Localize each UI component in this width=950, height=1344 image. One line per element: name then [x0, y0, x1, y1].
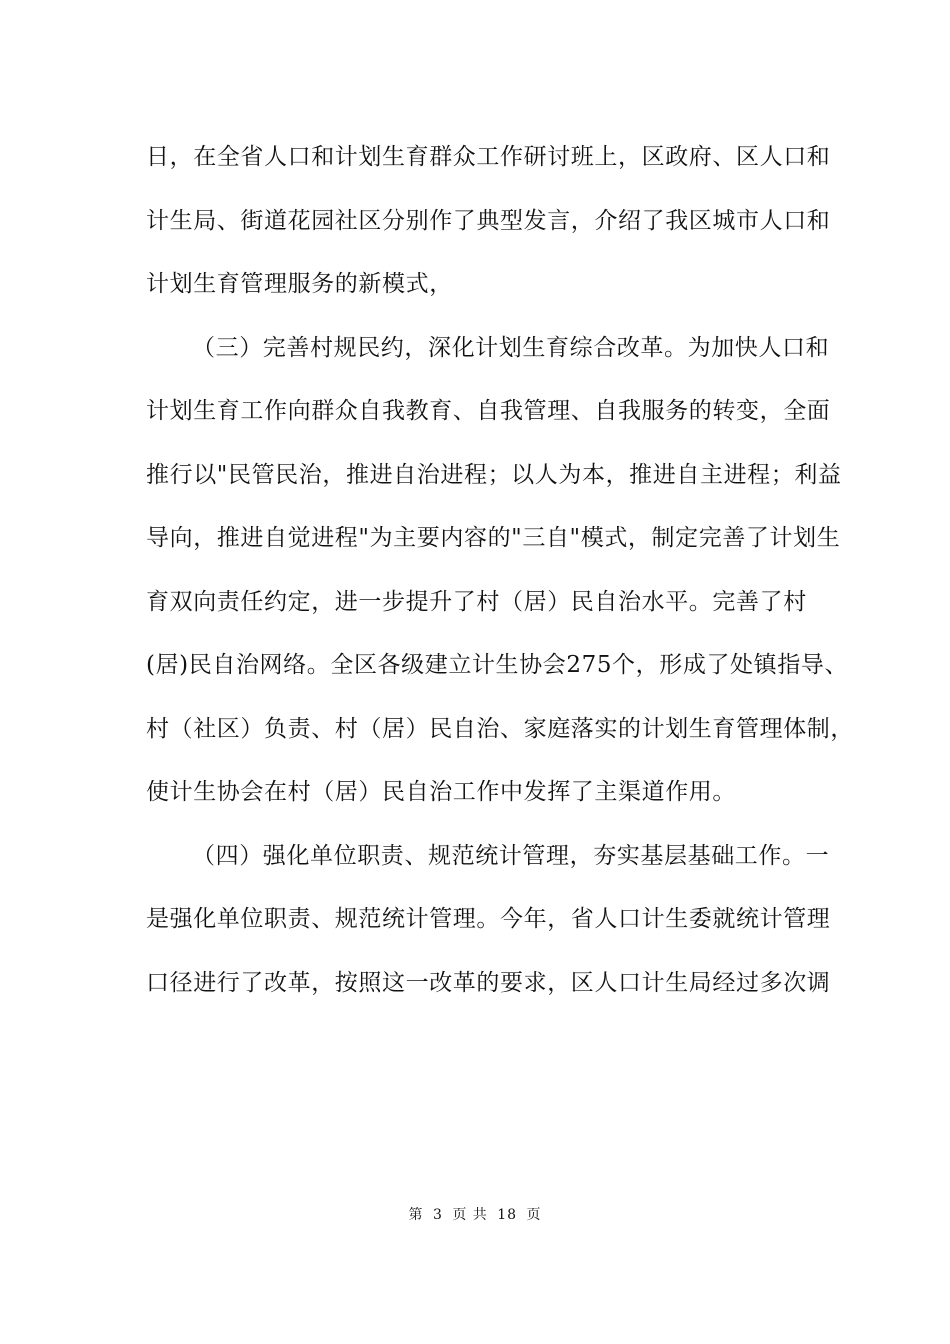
footer-page-number: 3 — [432, 1207, 443, 1223]
text-line: 育双向责任约定，进一步提升了村（居）民自治水平。完善了村 — [146, 588, 807, 615]
body-text — [146, 131, 854, 1020]
text-line: 计生局、街道花园社区分别作了典型发言，介绍了我区城市人口和 — [146, 207, 831, 234]
footer-prefix: 第 — [408, 1207, 424, 1223]
text-line: 计划生育工作向群众自我教育、自我管理、自我服务的转变，全面 — [146, 398, 831, 424]
text-line: 日，在全省人口和计划生育群众工作研讨班上，区政府、区人口和 — [146, 144, 831, 170]
page-footer — [0, 1204, 950, 1224]
section-heading-line: （三）完善村规民约，深化计划生育综合改革。为加快人口和 — [192, 334, 830, 361]
text-line: 村（社区）负责、村（居）民自治、家庭落实的计划生育管理体制， — [146, 715, 854, 742]
text-line: 导向，推进自觉进程"为主要内容的"三自"模式，制定完善了计划生 — [146, 525, 841, 551]
footer-middle: 页 共 — [452, 1207, 488, 1223]
text-line: 口径进行了改革，按照这一改革的要求，区人口计生局经过多次调 — [146, 969, 831, 996]
text-line: 使计生协会在村（居）民自治工作中发挥了主渠道作用。 — [146, 779, 736, 805]
text-line: (居)民自治网络。全区各级建立计生协会275个，形成了处镇指导、 — [146, 652, 849, 678]
section-heading-line: （四）强化单位职责、规范统计管理，夯实基层基础工作。一 — [192, 842, 830, 869]
text-line: 是强化单位职责、规范统计管理。今年，省人口计生委就统计管理 — [146, 906, 831, 932]
text-line: 推行以"民管民治，推进自治进程；以人为本，推进自主进程；利益 — [146, 461, 842, 488]
text-line: 计划生育管理服务的新模式， — [146, 271, 453, 297]
footer-total-pages: 18 — [497, 1207, 518, 1223]
footer-suffix: 页 — [526, 1207, 542, 1223]
